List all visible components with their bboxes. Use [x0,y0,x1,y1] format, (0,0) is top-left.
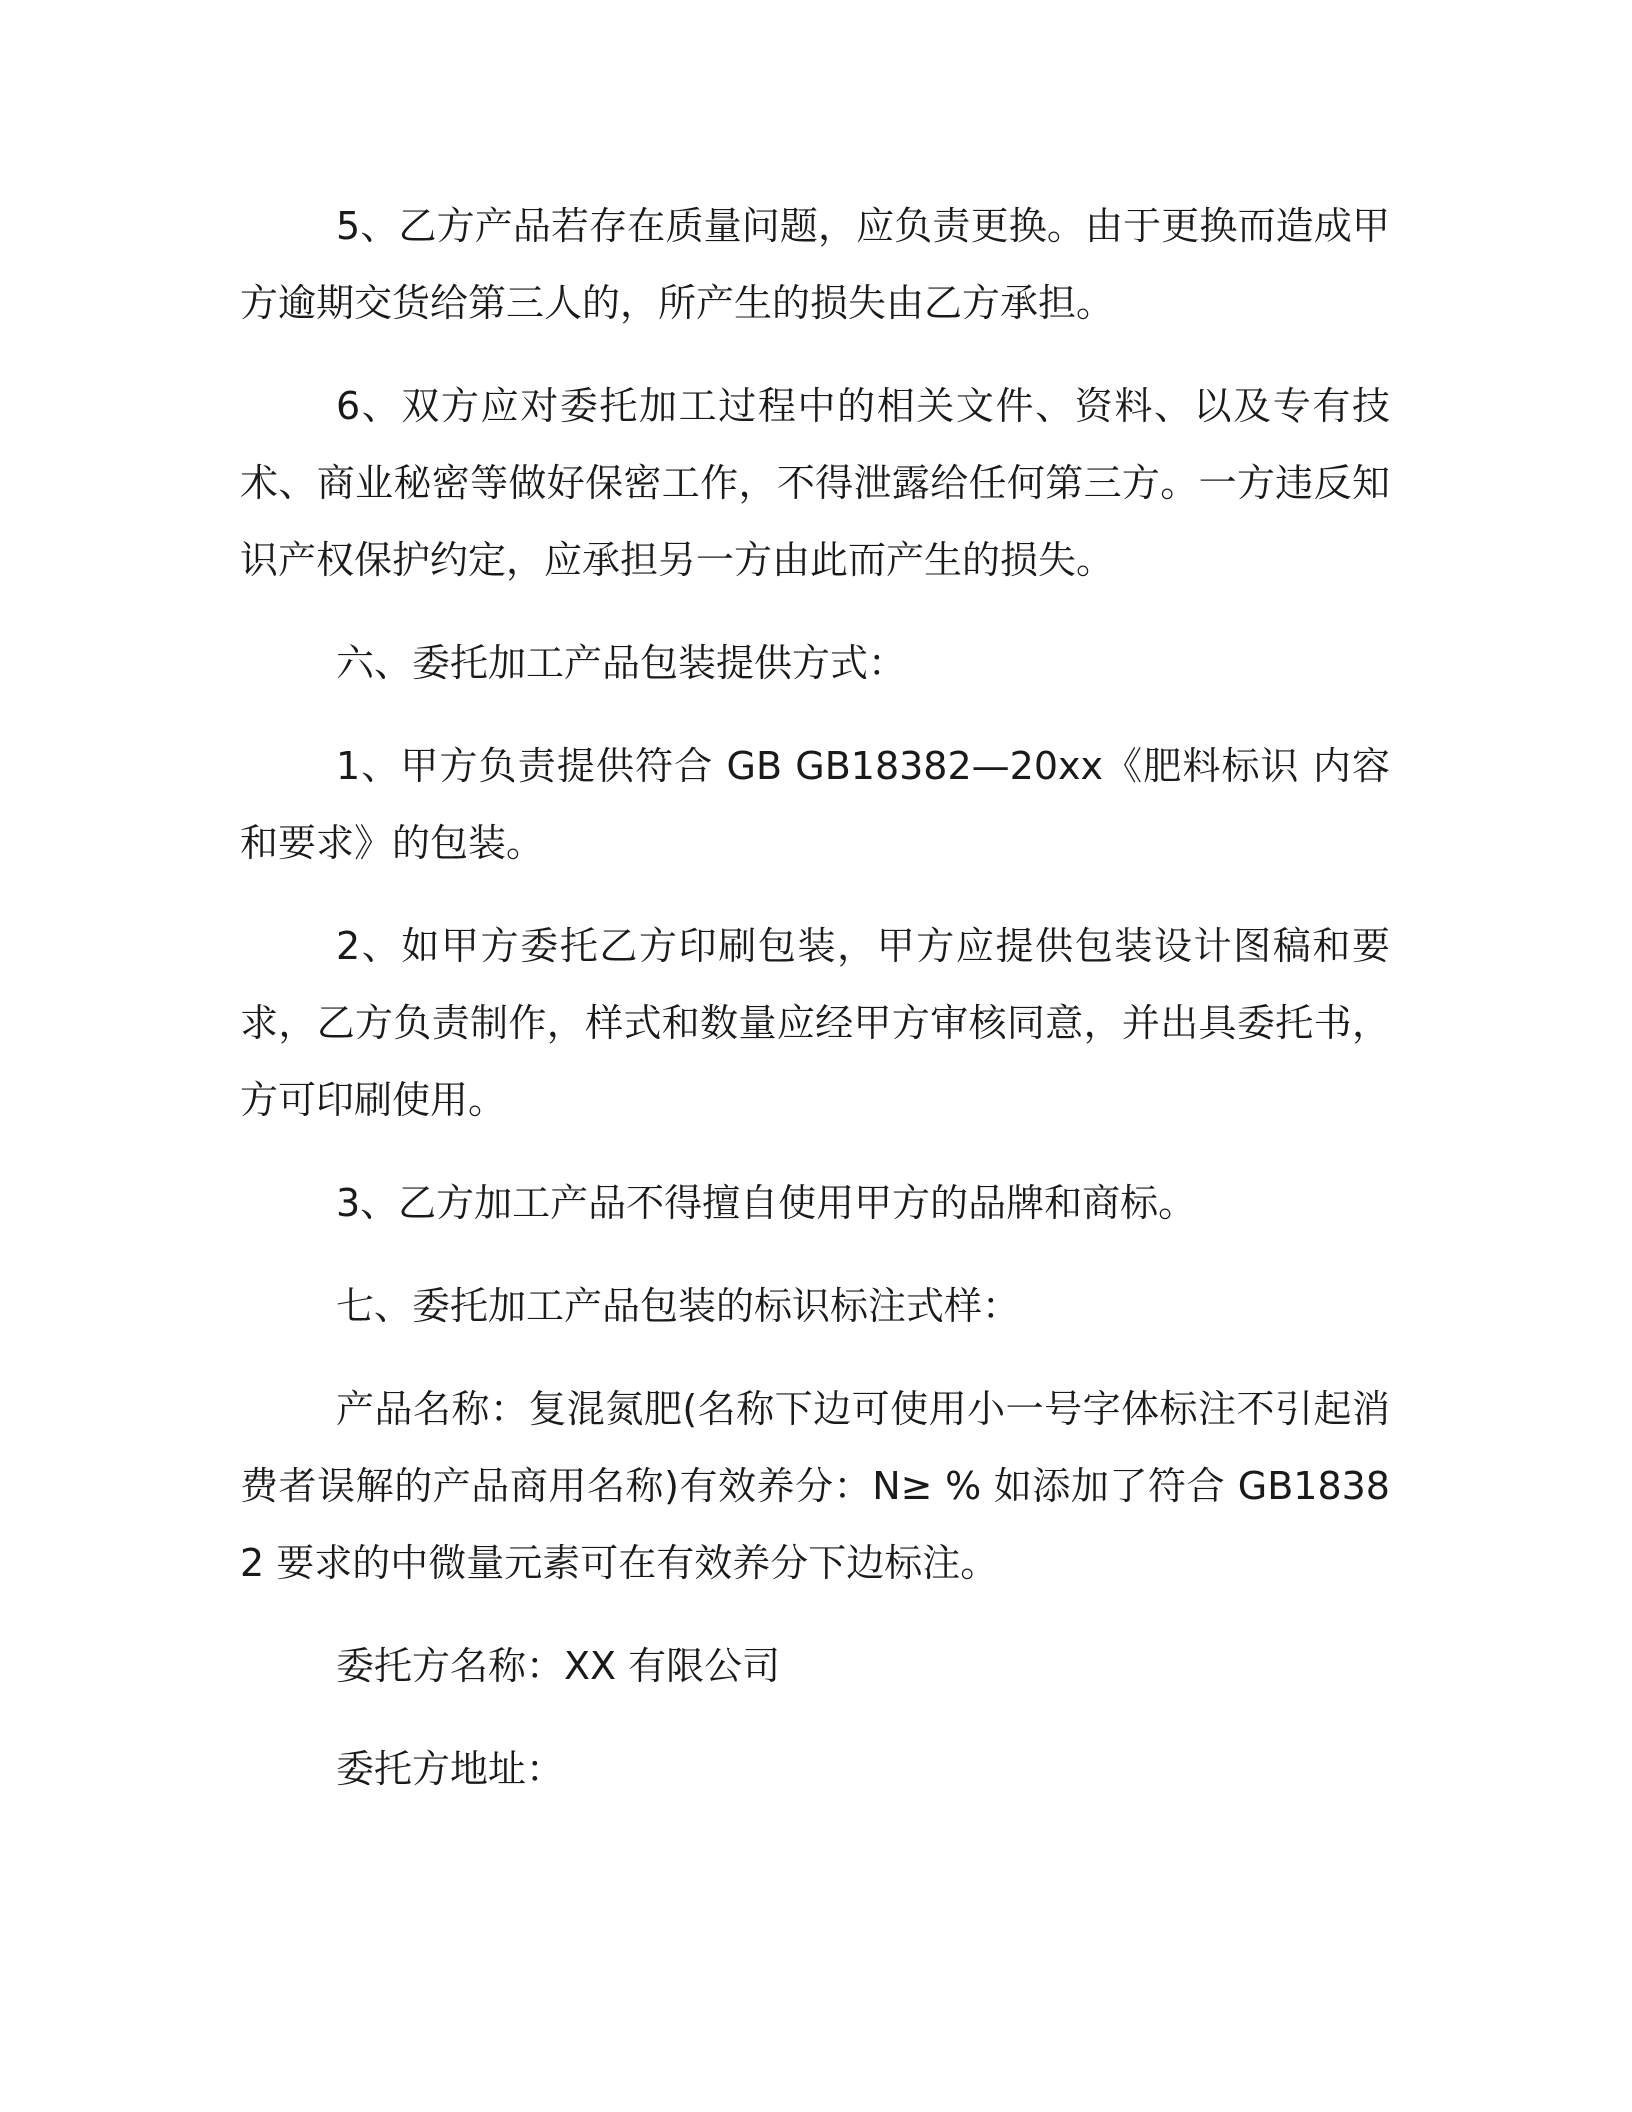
paragraph-quality-replacement: 5、乙方产品若存在质量问题，应负责更换。由于更换而造成甲方逾期交货给第三人的，所产生的损失由乙方承担。 [240,204,1390,325]
document-body [240,188,1390,1834]
paragraph-packaging-standard: 1、甲方负责提供符合 GB GB18382—20xx《肥料标识 内容和要求》的包装。 [240,744,1390,865]
section-heading-packaging-supply: 六、委托加工产品包装提供方式： [336,641,907,685]
section-heading-label-format: 七、委托加工产品包装的标识标注式样： [336,1284,1021,1328]
paragraph-client-name: 委托方名称：XX 有限公司 [336,1644,781,1688]
paragraph-brand-usage: 3、乙方加工产品不得擅自使用甲方的品牌和商标。 [336,1181,1197,1225]
paragraph-confidentiality: 6、双方应对委托加工过程中的相关文件、资料、以及专有技术、商业秘密等做好保密工作，不得泄露给任何第三方。一方违反知识产权保护约定，应承担另一方由此而产生的损失。 [240,384,1390,582]
paragraph-client-address: 委托方地址： [336,1747,565,1791]
paragraph-product-name: 产品名称：复混氮肥(名称下边可使用小一号字体标注不引起消费者误解的产品商用名称)有效养分：N≥ % 如添加了符合 GB18382 要求的中微量元素可在有效养分下边标注。 [240,1387,1390,1585]
paragraph-packaging-printing: 2、如甲方委托乙方印刷包装，甲方应提供包装设计图稿和要求，乙方负责制作，样式和数量应经甲方审核同意，并出具委托书，方可印刷使用。 [240,924,1390,1122]
